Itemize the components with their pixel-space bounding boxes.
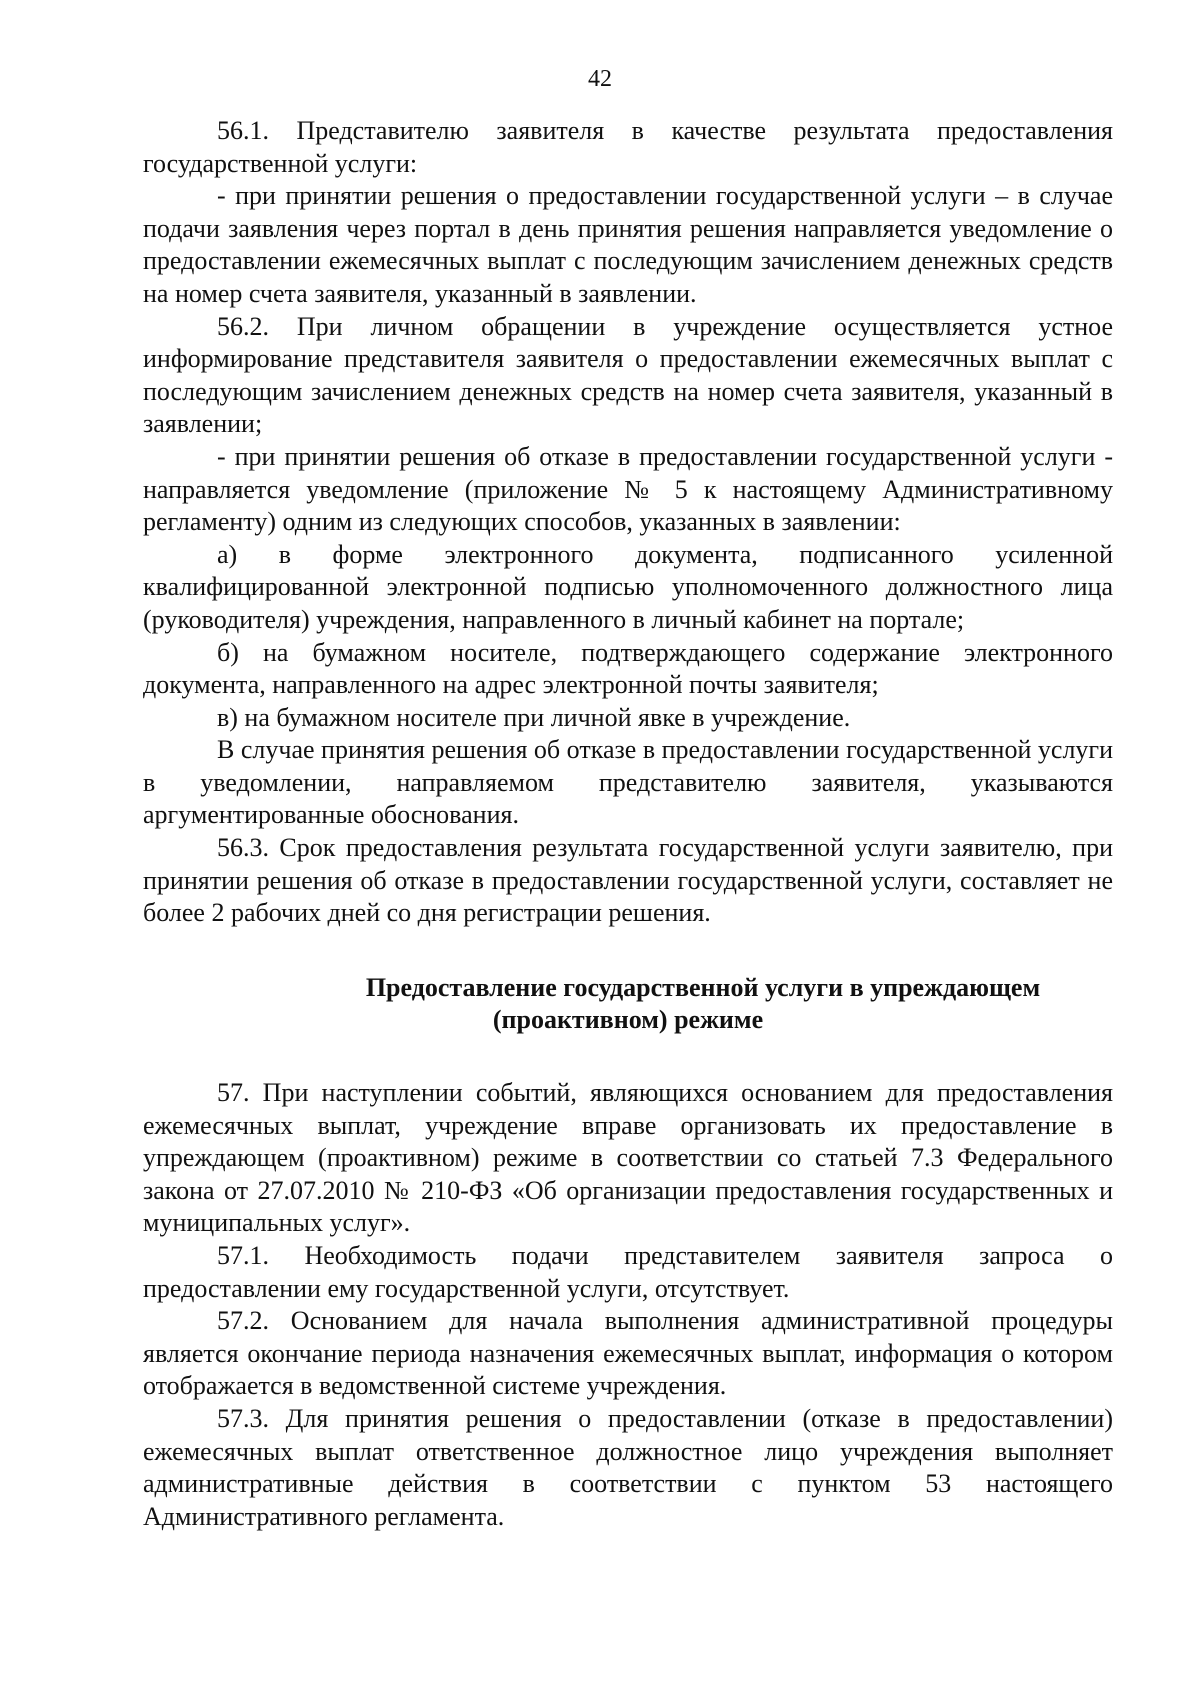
paragraph-56-2-refusal: - при принятии решения об отказе в предоставлении государственной услуги - направляется уведомление (приложение № 5 к настоящему Административному регламенту) одним из следующих способов, указанных в заявлении:: [143, 441, 1113, 537]
section-heading-line-1: Предоставление государственной услуги в упреждающем: [365, 972, 1041, 1002]
paragraph-57: 57. При наступлении событий, являющихся основанием для предоставления ежемесячных выплат, учреждение вправе организовать их предоставление в упреждающем (проактивном) режиме в соответствии со статьей 7.3 Федерального закона от 27.07.2010 № 210-ФЗ «Об организации предоставления государственных и муниципальных услуг».: [143, 1078, 1113, 1238]
paragraph-56-1-approval: - при принятии решения о предоставлении государственной услуги – в случае подачи заявления через портал в день принятия решения направляется уведомление о предоставлении ежемесячных выплат с последующим зачислением денежных средств на номер счета заявителя, указанный в заявлении.: [143, 181, 1113, 308]
section-heading-line-2: (проактивном) режиме: [492, 1005, 764, 1035]
paragraph-57-1: 57.1. Необходимость подачи представителем заявителя запроса о предоставлении ему государственной услуги, отсутствует.: [143, 1241, 1113, 1303]
paragraph-57-3: 57.3. Для принятия решения о предоставлении (отказе в предоставлении) ежемесячных выплат ответственное должностное лицо учреждения выполняет административные действия в соответствии с пунктом 53 настоящего Административного регламента.: [143, 1403, 1113, 1531]
paragraph-56-1: 56.1. Представителю заявителя в качестве результата предоставления государственной услуги:: [143, 116, 1113, 178]
paragraph-57-2: 57.2. Основанием для начала выполнения административной процедуры является окончание периода назначения ежемесячных выплат, информация о котором отображается в ведомственной системе учреждения.: [143, 1306, 1113, 1401]
paragraph-option-c: в) на бумажном носителе при личной явке в учреждение.: [217, 702, 851, 732]
section-heading: [143, 972, 1113, 1037]
page-number: 42: [588, 66, 612, 92]
paragraph-option-b: б) на бумажном носителе, подтверждающего содержание электронного документа, направленного на адрес электронной почты заявителя;: [143, 637, 1113, 700]
paragraph-refusal-reasons: В случае принятия решения об отказе в предоставлении государственной услуги в уведомлении, направляемом представителю заявителя, указываются аргументированные обоснования.: [143, 735, 1113, 830]
paragraph-56-3: 56.3. Срок предоставления результата государственной услуги заявителю, при принятии решения об отказе в предоставлении государственной услуги, составляет не более 2 рабочих дней со дня регистрации решения.: [143, 833, 1113, 928]
paragraph-option-a: а) в форме электронного документа, подписанного усиленной квалифицированной электронной подписью уполномоченного должностного лица (руководителя) учреждения, направленного в личный кабинет на портале;: [143, 539, 1113, 634]
paragraph-56-2: 56.2. При личном обращении в учреждение осуществляется устное информирование представителя заявителя о предоставлении ежемесячных выплат с последующим зачислением денежных средств на номер счета заявителя, указанный в заявлении;: [143, 311, 1113, 439]
document-body: [143, 115, 1113, 1533]
